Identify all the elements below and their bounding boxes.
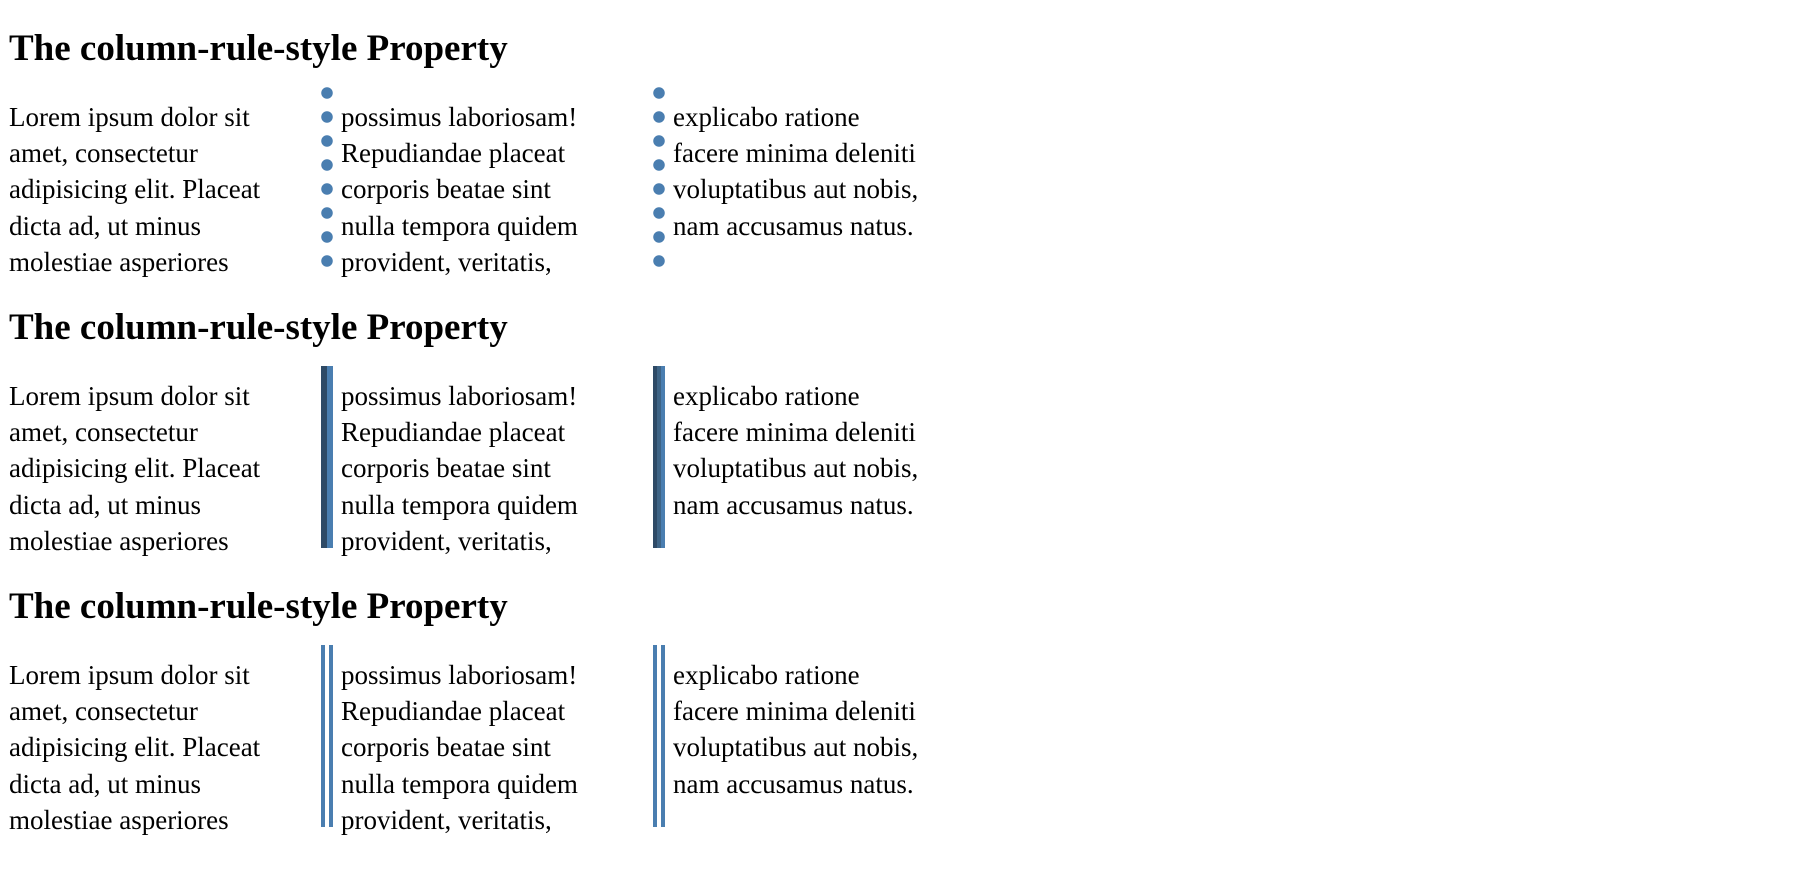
section-ridge — [9, 307, 1786, 559]
text-line: nam accusamus natus. — [673, 768, 914, 799]
text-line: facere minima deleniti — [673, 696, 916, 727]
text-line: Lorem ipsum dolor sit — [9, 660, 250, 690]
text-line: molestiae asperiores — [9, 246, 229, 277]
text-line: dicta ad, ut minus — [9, 210, 201, 241]
text-line: voluptatibus aut nobis, — [673, 453, 919, 484]
column-3 — [673, 99, 973, 280]
text-line: amet, consectetur — [9, 138, 198, 169]
text-line: explicabo ratione — [673, 102, 860, 132]
text-line: voluptatibus aut nobis, — [673, 174, 919, 205]
text-line: corporis beatae sint — [341, 453, 551, 484]
text-line: Lorem ipsum dolor sit — [9, 381, 250, 411]
text-line: possimus laboriosam! — [341, 660, 578, 690]
section-double — [9, 586, 1786, 838]
section-heading: The column-rule-style Property — [9, 586, 508, 627]
text-line: adipisicing elit. Placeat — [9, 453, 261, 484]
text-line: provident, veritatis, — [341, 804, 552, 835]
text-line: molestiae asperiores — [9, 804, 229, 835]
text-line: facere minima deleniti — [673, 417, 916, 448]
column-rule-double — [321, 645, 333, 827]
column-1 — [9, 657, 309, 838]
column-3 — [673, 657, 973, 838]
column-2 — [341, 378, 641, 559]
column-1 — [9, 378, 309, 559]
multi-column-text — [9, 657, 984, 838]
column-1 — [9, 99, 309, 280]
text-line: amet, consectetur — [9, 417, 198, 448]
text-line — [673, 523, 973, 559]
text-line: Repudiandae placeat — [341, 138, 566, 169]
text-line: dicta ad, ut minus — [9, 768, 201, 799]
text-line: possimus laboriosam! — [341, 381, 578, 411]
text-line: adipisicing elit. Placeat — [9, 174, 261, 205]
text-line: possimus laboriosam! — [341, 102, 578, 132]
text-line: explicabo ratione — [673, 381, 860, 411]
text-line: molestiae asperiores — [9, 525, 229, 556]
column-rule-ridge — [653, 366, 665, 548]
column-rule-ridge — [321, 366, 333, 548]
text-line: provident, veritatis, — [341, 246, 552, 277]
text-line: nam accusamus natus. — [673, 210, 914, 241]
column-rule-dotted — [653, 87, 665, 269]
multi-column-text — [9, 378, 984, 559]
text-line — [673, 244, 973, 280]
text-line: nam accusamus natus. — [673, 489, 914, 520]
text-line: corporis beatae sint — [341, 732, 551, 763]
text-line: facere minima deleniti — [673, 138, 916, 169]
text-line: Repudiandae placeat — [341, 696, 566, 727]
column-rule-double — [653, 645, 665, 827]
text-line: nulla tempora quidem — [341, 768, 578, 799]
text-line: Repudiandae placeat — [341, 417, 566, 448]
text-line: dicta ad, ut minus — [9, 489, 201, 520]
text-line — [673, 802, 973, 838]
column-rule-dotted — [321, 87, 333, 269]
column-2 — [341, 99, 641, 280]
text-line: Lorem ipsum dolor sit — [9, 102, 250, 132]
text-line: corporis beatae sint — [341, 174, 551, 205]
text-line: amet, consectetur — [9, 696, 198, 727]
section-dotted — [9, 28, 1786, 280]
text-line: explicabo ratione — [673, 660, 860, 690]
column-2 — [341, 657, 641, 838]
multi-column-text — [9, 99, 984, 280]
text-line: voluptatibus aut nobis, — [673, 732, 919, 763]
section-heading: The column-rule-style Property — [9, 28, 508, 69]
text-line: nulla tempora quidem — [341, 489, 578, 520]
text-line: nulla tempora quidem — [341, 210, 578, 241]
section-heading: The column-rule-style Property — [9, 307, 508, 348]
page — [0, 28, 1795, 838]
text-line: provident, veritatis, — [341, 525, 552, 556]
column-3 — [673, 378, 973, 559]
text-line: adipisicing elit. Placeat — [9, 732, 261, 763]
